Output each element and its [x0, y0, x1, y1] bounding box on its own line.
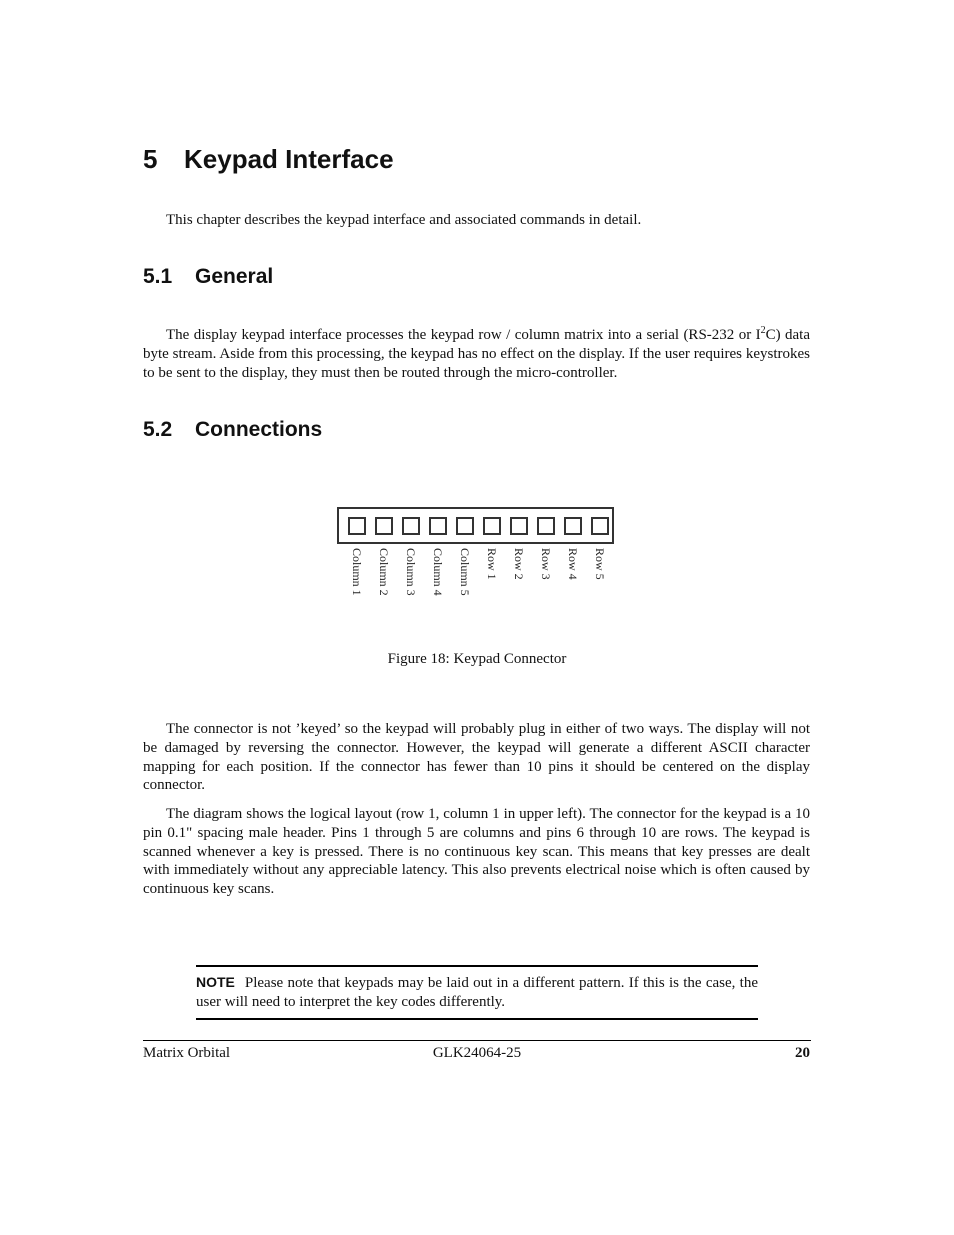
- section-number: 5.2: [143, 418, 173, 441]
- note-bottom-rule: [196, 1018, 758, 1020]
- pin-label: Row 3: [539, 548, 553, 580]
- note-box: [196, 973, 758, 1012]
- chapter-intro: This chapter describes the keypad interface and associated commands in detail.: [166, 212, 642, 228]
- footer-page-number: 20: [795, 1045, 810, 1061]
- footer-company: Matrix Orbital: [143, 1045, 231, 1061]
- superscript: 2: [760, 325, 766, 336]
- pin-label: Row 1: [485, 548, 499, 580]
- keypad-connector-diagram: [337, 507, 614, 544]
- section-title: General: [195, 265, 274, 288]
- pin-label: Row 4: [566, 548, 580, 580]
- chapter-number: 5: [143, 144, 158, 174]
- pin-label: Row 5: [593, 548, 607, 580]
- connector-pin: [591, 517, 609, 535]
- chapter-heading: [143, 143, 394, 175]
- chapter-title: Keypad Interface: [184, 144, 394, 174]
- connections-paragraph-2: The diagram shows the logical layout (row 1, column 1 in upper left). The connector for the keypad is a 10 pin 0.1" spacing male header. Pins 1 through 5 are columns and pins 6 through 10 are rows. The keypad is scanned whenever a key is pressed. There is no continuous key scan. This means that key presses are dealt with immediately without any appreciable latency. This also prevents electrical noise which is often caused by continuous key scans.: [143, 806, 810, 898]
- pin-label: Column 3: [404, 548, 418, 596]
- connector-pin: [483, 517, 501, 535]
- section-heading-connections: [143, 417, 322, 443]
- pin-label: Column 5: [458, 548, 472, 596]
- note-top-rule: [196, 965, 758, 967]
- note-text: Please note that keypads may be laid out in a different pattern. If this is the case, the user will need to interpret the key codes differently.: [196, 975, 758, 1010]
- pin-label: Column 2: [377, 548, 391, 596]
- note-label: NOTE: [196, 974, 235, 990]
- pin-label: Column 4: [431, 548, 445, 596]
- pin-label: Row 2: [512, 548, 526, 580]
- connector-pin: [564, 517, 582, 535]
- section-number: 5.1: [143, 265, 173, 288]
- footer-model: GLK24064-25: [432, 1045, 522, 1061]
- general-paragraph: [143, 326, 810, 382]
- pin-label: Column 1: [350, 548, 364, 596]
- section-title: Connections: [195, 418, 323, 441]
- connector-pin: [429, 517, 447, 535]
- connector-pin: [537, 517, 555, 535]
- connector-pin: [510, 517, 528, 535]
- general-text-a: The display keypad interface processes the keypad row / column matrix into a serial (RS-232 or I: [166, 327, 761, 343]
- connector-pin: [402, 517, 420, 535]
- connector-pin: [456, 517, 474, 535]
- connector-pin: [375, 517, 393, 535]
- figure-caption: Figure 18: Keypad Connector: [387, 651, 567, 667]
- general-text-b: C) data byte stream. Aside from this processing, the keypad has no effect on the display. If the user requires keystrokes to be sent to the display, they must then be routed through the micro-controller.: [143, 327, 810, 381]
- connections-paragraph-1: The connector is not ’keyed’ so the keypad will probably plug in either of two ways. The display will not be damaged by reversing the connector. However, the keypad will generate a different ASCII character mapping for each position. If the connector has fewer than 10 pins it should be centered on the display connector.: [143, 721, 810, 794]
- footer-rule: [143, 1040, 811, 1041]
- section-heading-general: [143, 264, 273, 290]
- connector-pin: [348, 517, 366, 535]
